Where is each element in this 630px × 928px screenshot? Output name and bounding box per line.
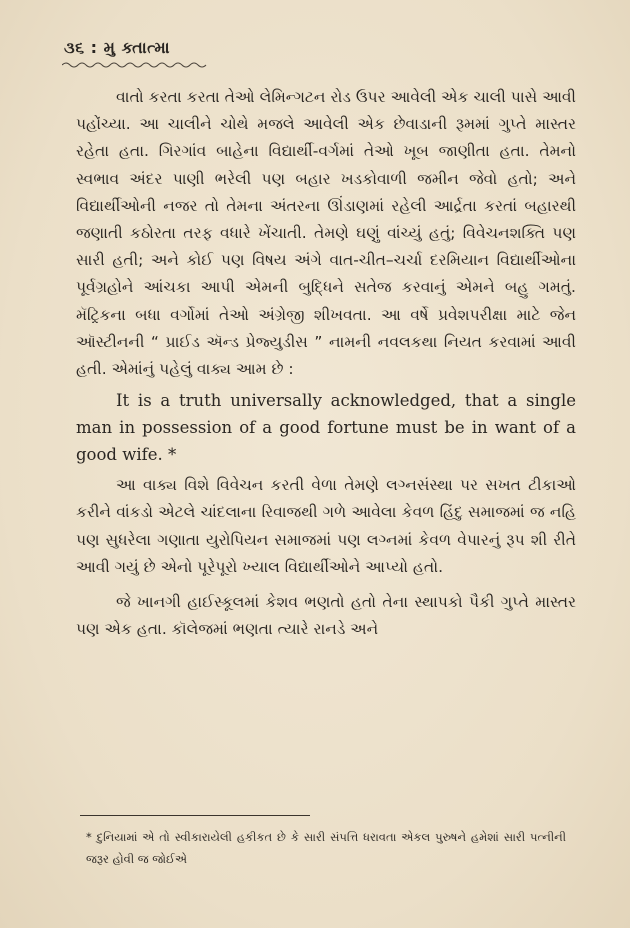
decorative-squiggle (62, 60, 212, 70)
running-head: ૩૬ : મુ ક્તાત્મા (64, 38, 171, 57)
body-text (76, 84, 576, 643)
paragraph-1: વાતો કરતા કરતા તેઓ લેમિન્ગટન રોડ ઉપર આવેલી એક ચાલી પાસે આવી પહોંચ્યા. આ ચાલીને ચોથે મજલે આવેલી એક છેવાડાની રૂમમાં ગુપ્તે માસ્તર રહેતા હતા. ગિરગાંવ બાહેના વિદ્યાર્થી-વર્ગમાં તેઓ ખૂબ જાણીતા હતા. તેમનો સ્વભાવ અંદર પાણી ભરેલી પણ બહાર ખડકોવાળી જમીન જેવો હતો; અને વિદ્યાર્થીઓની નજર તો તેમના અંતરના ઊંડાણમાં રહેલી આર્દ્રતા કરતાં બહારથી જણાતી કઠોરતા તરફ વધારે ખેંચાતી. તેમણે ઘણું વાંચ્યું હતું; વિવેચનશક્તિ પણ સારી હતી; અને કોઈ પણ વિષય અંગે વાત-ચીત–ચર્ચા દરમિયાન વિદ્યાર્થીઓના પૂર્વગ્રહોને આંચકા આપી એમની બુદ્ધિને સતેજ કરવાનું એમને બહુ ગમતું. મૅટ્રિકના બધા વર્ગોમાં તેઓ અંગ્રેજી શીખવતા. આ વર્ષે પ્રવેશપરીક્ષા માટે જેન ઑસ્ટીનની “ પ્રાઈડ ઍન્ડ પ્રેજ્યુડીસ ” નામની નવલકથા નિયત કરવામાં આવી હતી. એમાંનું પહેલું વાક્ય આમ છે : (76, 88, 576, 379)
english-quote: It is a truth universally acknowledged, that a single man in possession of a good fortune must be in want of a good wife. * (76, 391, 576, 465)
paragraph-3: જે ખાનગી હાઈસ્કૂલમાં કેશવ ભણતો હતો તેના સ્થાપકો પૈકી ગુપ્તે માસ્તર પણ એક હતા. કૉલેજમાં ભણતા ત્યારે રાનડે અને (76, 593, 576, 639)
footnote-text: * દુનિયામાં એ તો સ્વીકારાયેલી હકીકત છે કે સારી સંપત્તિ ધરાવતા એકલ પુરુષને હમેશાં સારી પત્નીની જરૂર હોવી જ જોઈએ (86, 830, 566, 866)
paragraph-2: આ વાક્ય વિશે વિવેચન કરતી વેળા તેમણે લગ્નસંસ્થા પર સખત ટીકાઓ કરીને વાંકડો એટલે ચાંદલાના રિવાજથી ગળે આવેલા કેવળ હિંદુ સમાજમાં જ નહિ પણ સુધરેલા ગણાતા યુરોપિયન સમાજમાં પણ લગ્નમાં કેવળ વેપારનું રૂપ શી રીતે આવી ગયું છે એનો પૂરેપૂરો ખ્યાલ વિદ્યાર્થીઓને આપ્યો હતો. (76, 476, 576, 576)
footnote (86, 826, 566, 870)
footnote-divider (80, 815, 310, 816)
